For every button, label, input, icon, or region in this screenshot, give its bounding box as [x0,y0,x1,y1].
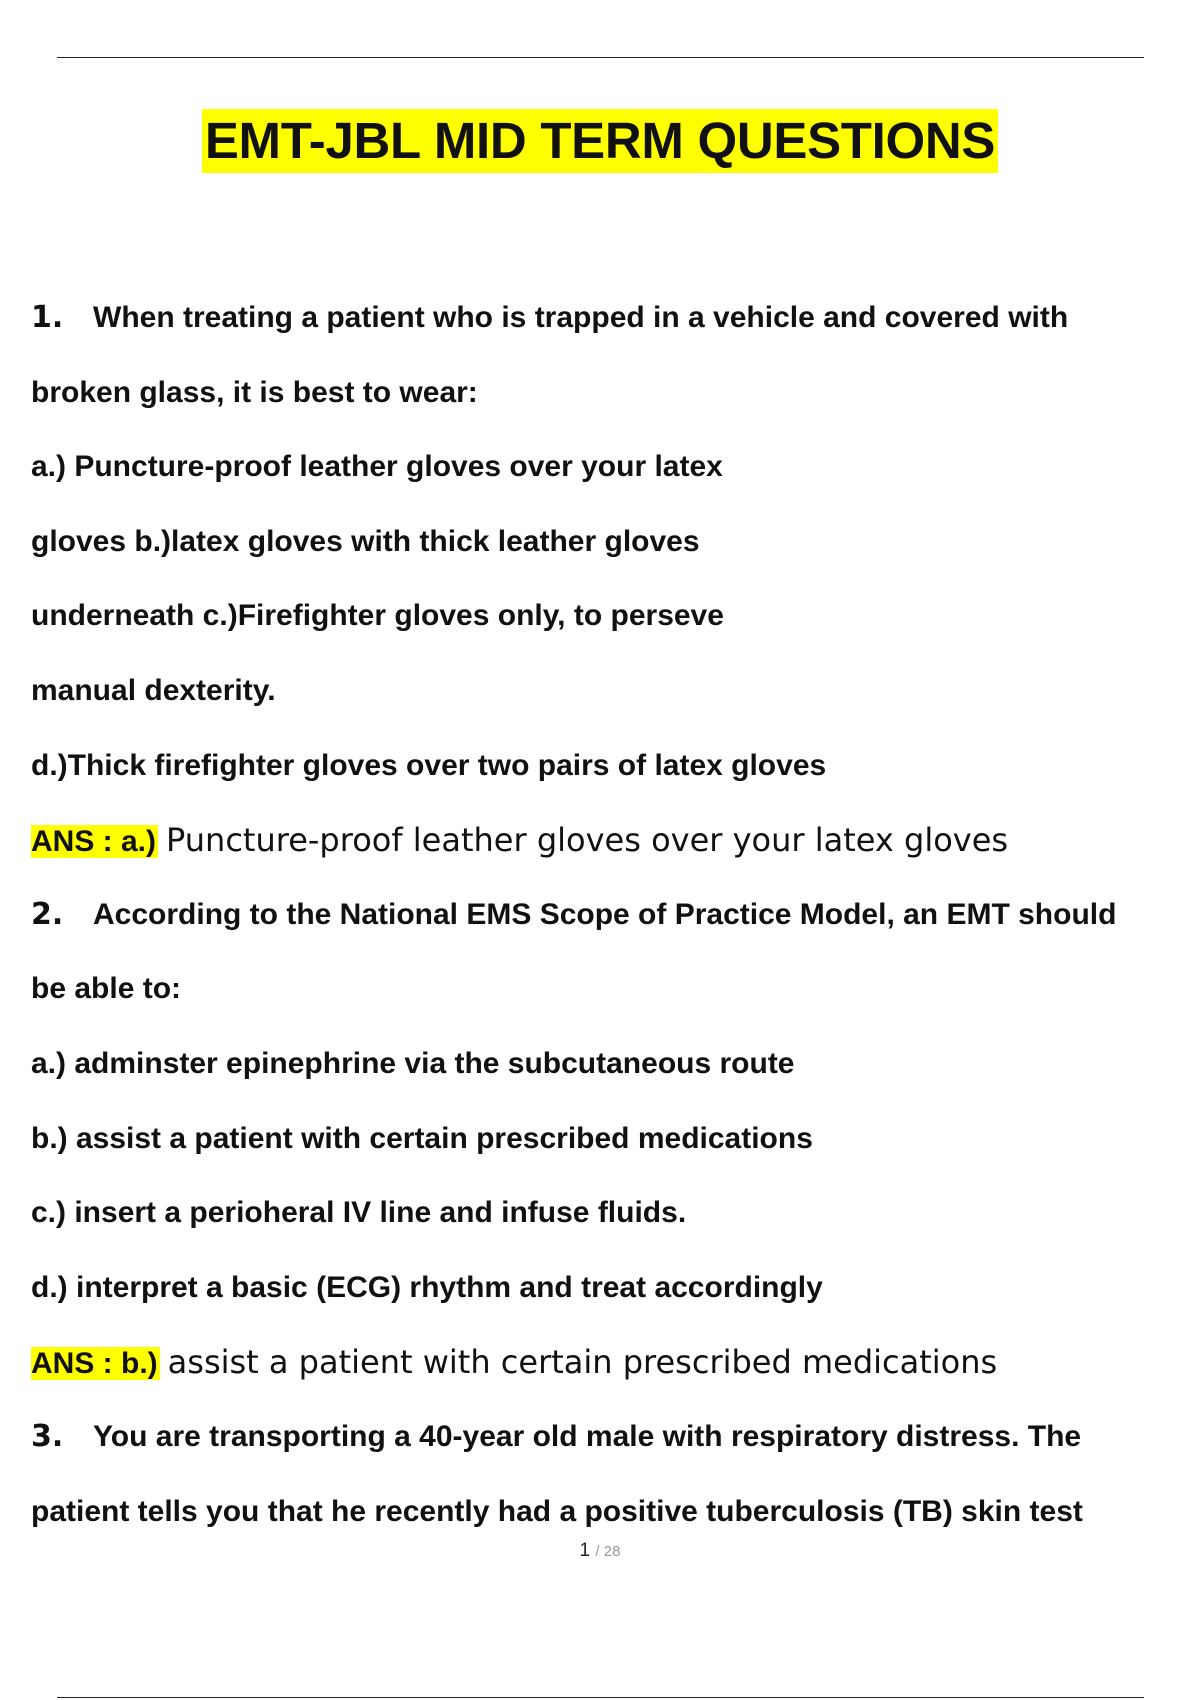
current-page: 1 [579,1540,591,1561]
question-2-option-line: c.) insert a perioheral IV line and infuse fluids. [31,1196,687,1230]
total-pages: / 28 [595,1543,621,1560]
top-rule [57,57,1144,58]
answer-text: assist a patient with certain prescribed medications [167,1343,998,1382]
question-1-option-line: d.)Thick firefighter gloves over two pairs of latex gloves [31,748,827,782]
bottom-rule [57,1697,1144,1698]
question-1-option-line: a.) Puncture-proof leather gloves over your latex [31,450,723,484]
question-2-text-line-1: According to the National EMS Scope of Practice Model, an EMT should [93,897,1117,931]
question-1-number: 1. [31,300,64,335]
question-2-number: 2. [31,896,64,932]
answer-text: Puncture-proof leather gloves over your latex gloves [166,821,1009,860]
question-3-text-line-1: You are transporting a 40-year old male with respiratory distress. The [93,1419,1082,1453]
question-3-line-1 [31,1407,1191,1482]
question-2-option-line: b.) assist a patient with certain prescribed medications [31,1121,813,1155]
question-3-text-line-2: patient tells you that he recently had a positive tuberculosis (TB) skin test [31,1494,1083,1528]
title-container [0,109,1200,173]
page-indicator [0,1540,1200,1562]
question-2-option-line: d.) interpret a basic (ECG) rhythm and treat accordingly [31,1270,823,1304]
question-2-line-1 [31,885,1191,960]
question-1-option-line: underneath c.)Firefighter gloves only, to perseve [31,599,724,633]
question-list [31,288,1191,1556]
question-1-text-line-2: broken glass, it is best to wear: [31,375,478,409]
question-2-text-line-2: be able to: [31,972,182,1006]
question-1-text-line-1: When treating a patient who is trapped in a vehicle and covered with [93,301,1069,334]
question-1-option-line: gloves b.)latex gloves with thick leather gloves [31,524,700,558]
question-2-answer [31,1332,1191,1407]
question-3-number: 3. [31,1418,64,1454]
document-title: EMT-JBL MID TERM QUESTIONS [202,109,998,173]
question-1-answer [31,810,1191,885]
question-1-option-line: manual dexterity. [31,673,276,707]
answer-label: ANS : b.) [31,1347,158,1381]
question-2-option-line: a.) adminster epinephrine via the subcutaneous route [31,1046,795,1080]
answer-label: ANS : a.) [31,825,157,859]
question-1-line-1 [31,288,1191,363]
